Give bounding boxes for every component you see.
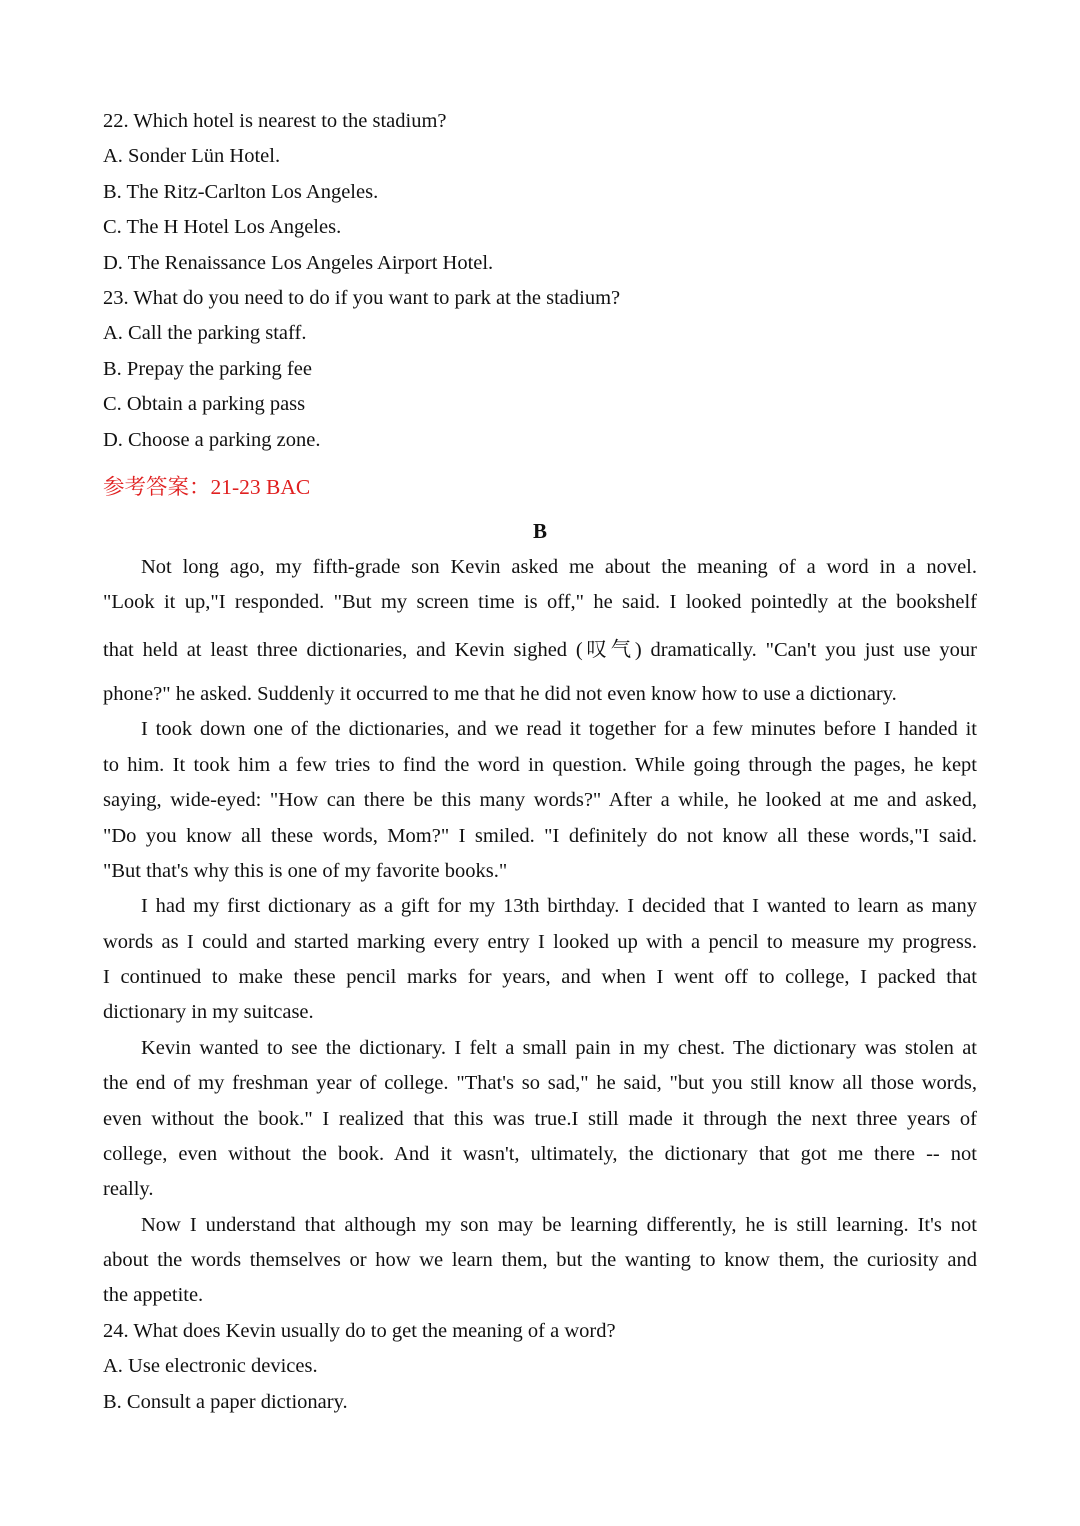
q24-option-b: B. Consult a paper dictionary. <box>103 1391 348 1413</box>
passage-line: the end of my freshman year of college. "That's so sad," he said, "but you still know all those words, <box>103 1072 977 1094</box>
q24-option-a: A. Use electronic devices. <box>103 1355 318 1377</box>
passage-line: that held at least three dictionaries, and Kevin sighed (叹气) dramatically. "Can't you just use your <box>103 639 977 661</box>
passage-line: even without the book." I realized that this was true.I still made it through the next three years of <box>103 1108 977 1130</box>
passage-line: to him. It took him a few tries to find the word in question. While going through the pages, he kept <box>103 754 977 776</box>
passage-line: Now I understand that although my son may be learning differently, he is still learning. It's not <box>141 1214 977 1236</box>
passage-line: words as I could and started marking every entry I looked up with a pencil to measure my progress. <box>103 931 977 953</box>
passage-line: "Do you know all these words, Mom?" I smiled. "I definitely do not know all these words,"I said. <box>103 825 977 847</box>
passage-line: "Look it up,"I responded. "But my screen time is off," he said. I looked pointedly at the bookshelf <box>103 591 977 613</box>
question-24: 24. What does Kevin usually do to get the meaning of a word? <box>103 1320 616 1342</box>
q23-option-d: D. Choose a parking zone. <box>103 429 321 451</box>
q23-option-a: A. Call the parking staff. <box>103 322 307 344</box>
q23-option-b: B. Prepay the parking fee <box>103 358 312 380</box>
passage-line: I took down one of the dictionaries, and we read it together for a few minutes before I handed it <box>141 718 977 740</box>
q22-option-c: C. The H Hotel Los Angeles. <box>103 216 342 238</box>
answer-key: 参考答案：21-23 BAC <box>103 475 311 499</box>
passage-line: "But that's why this is one of my favorite books." <box>103 860 508 882</box>
passage-line: about the words themselves or how we learn them, but the wanting to know them, the curiosity and <box>103 1249 977 1271</box>
passage-line: the appetite. <box>103 1284 204 1306</box>
passage-line: dictionary in my suitcase. <box>103 1001 314 1023</box>
q23-option-c: C. Obtain a parking pass <box>103 393 306 415</box>
q22-option-a: A. Sonder Lün Hotel. <box>103 145 281 167</box>
passage-line: college, even without the book. And it wasn't, ultimately, the dictionary that got me there -- not <box>103 1143 977 1165</box>
passage-line: really. <box>103 1178 154 1200</box>
question-23: 23. What do you need to do if you want to park at the stadium? <box>103 287 621 309</box>
passage-line: Not long ago, my fifth-grade son Kevin asked me about the meaning of a word in a novel. <box>141 556 977 578</box>
question-22: 22. Which hotel is nearest to the stadium? <box>103 110 447 132</box>
passage-line: saying, wide-eyed: "How can there be this many words?" After a while, he looked at me and asked, <box>103 789 977 811</box>
passage-line: I had my first dictionary as a gift for my 13th birthday. I decided that I wanted to learn as many <box>141 895 977 917</box>
passage-line: Kevin wanted to see the dictionary. I felt a small pain in my chest. The dictionary was stolen at <box>141 1037 977 1059</box>
section-heading: B <box>532 519 547 543</box>
passage-line: I continued to make these pencil marks for years, and when I went off to college, I packed that <box>103 966 977 988</box>
passage-line: phone?" he asked. Suddenly it occurred to me that he did not even know how to use a dictionary. <box>103 683 897 705</box>
q22-option-d: D. The Renaissance Los Angeles Airport Hotel. <box>103 252 494 274</box>
q22-option-b: B. The Ritz-Carlton Los Angeles. <box>103 181 379 203</box>
